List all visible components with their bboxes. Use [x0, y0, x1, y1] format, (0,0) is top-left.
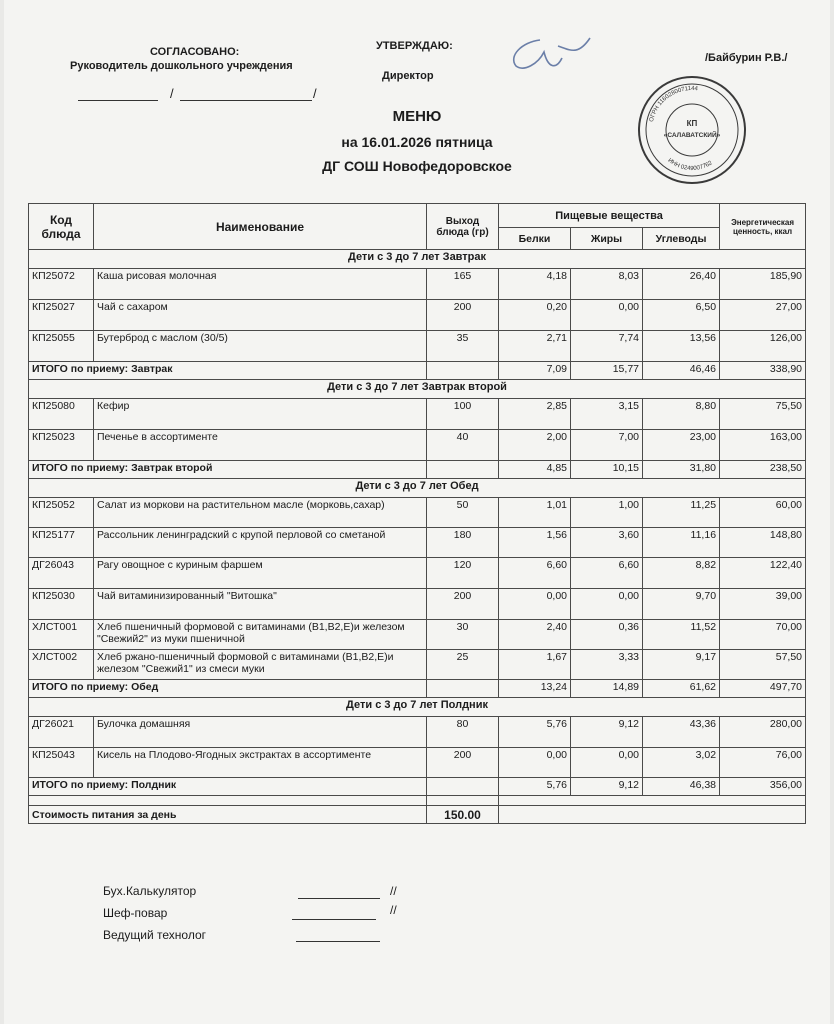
col-energy: Энергетическая ценность, ккал: [720, 204, 806, 250]
total-carbs: 61,62: [643, 680, 720, 698]
dish-name: Кефир: [94, 399, 427, 430]
total-carbs: 46,46: [643, 362, 720, 380]
dish-protein: 2,40: [499, 620, 571, 650]
signature-role: Ведущий технолог: [103, 928, 207, 942]
approve-label: УТВЕРЖДАЮ:: [376, 40, 453, 52]
dish-fat: 7,74: [571, 331, 643, 362]
signature-role: Бух.Калькулятор: [103, 884, 197, 898]
dish-yield: 120: [427, 558, 499, 589]
dish-carbs: 43,36: [643, 717, 720, 748]
total-label: ИТОГО по приему: Завтрак: [29, 362, 427, 380]
dish-row: [29, 620, 806, 650]
section-title: Дети с 3 до 7 лет Завтрак второй: [29, 380, 806, 399]
section-header-row: [29, 698, 806, 717]
section-title: Дети с 3 до 7 лет Обед: [29, 479, 806, 498]
dish-name: Чай с сахаром: [94, 300, 427, 331]
dish-name: Рассольник ленинградский с крупой перловой со сметаной: [94, 528, 427, 558]
dish-yield: 50: [427, 498, 499, 528]
dish-fat: 3,60: [571, 528, 643, 558]
dish-name: Печенье в ассортименте: [94, 430, 427, 461]
dish-row: [29, 717, 806, 748]
signature-role: Шеф-повар: [103, 906, 168, 920]
dish-yield: 30: [427, 620, 499, 650]
dish-row: [29, 269, 806, 300]
dish-row: [29, 528, 806, 558]
dish-carbs: 11,16: [643, 528, 720, 558]
dish-yield: 80: [427, 717, 499, 748]
dish-yield: 200: [427, 300, 499, 331]
director-name: /Байбурин Р.В./: [705, 52, 788, 64]
dish-name: Чай витаминизированный "Витошка": [94, 589, 427, 620]
director-label: Директор: [382, 70, 434, 82]
svg-text:ИНН 0249007762: ИНН 0249007762: [666, 157, 714, 173]
dish-protein: 2,00: [499, 430, 571, 461]
col-code: Код блюда: [29, 204, 94, 250]
col-fat: Жиры: [571, 228, 643, 250]
total-protein: 4,85: [499, 461, 571, 479]
dish-energy: 163,00: [720, 430, 806, 461]
dish-code: КП25030: [29, 589, 94, 620]
agreed-label: СОГЛАСОВАНО:: [150, 46, 240, 58]
dish-yield: 35: [427, 331, 499, 362]
dish-energy: 57,50: [720, 650, 806, 680]
dish-carbs: 11,25: [643, 498, 720, 528]
cost-label: Стоимость питания за день: [29, 806, 427, 824]
col-carbs: Углеводы: [643, 228, 720, 250]
dish-fat: 7,00: [571, 430, 643, 461]
menu-organization: ДГ СОШ Новофедоровское: [322, 158, 512, 174]
total-label: ИТОГО по приему: Полдник: [29, 778, 427, 796]
section-header-row: [29, 380, 806, 399]
spacer-row: [29, 796, 806, 806]
col-nutrients: Пищевые вещества: [499, 204, 720, 228]
dish-fat: 0,00: [571, 589, 643, 620]
dish-yield: 200: [427, 589, 499, 620]
signature-line: [292, 919, 376, 920]
dish-code: КП25055: [29, 331, 94, 362]
dish-name: Хлеб ржано-пшеничный формовой с витаминами (B1,B2,E)и железом "Свежий1" из смеси муки: [94, 650, 427, 680]
dish-code: КП25052: [29, 498, 94, 528]
total-energy: 497,70: [720, 680, 806, 698]
dish-energy: 27,00: [720, 300, 806, 331]
total-fat: 15,77: [571, 362, 643, 380]
dish-energy: 70,00: [720, 620, 806, 650]
dish-carbs: 9,17: [643, 650, 720, 680]
dish-carbs: 8,82: [643, 558, 720, 589]
dish-protein: 2,71: [499, 331, 571, 362]
total-carbs: 46,38: [643, 778, 720, 796]
director-signature: [500, 28, 600, 78]
dish-protein: 2,85: [499, 399, 571, 430]
dish-row: [29, 558, 806, 589]
dish-energy: 126,00: [720, 331, 806, 362]
dish-code: ДГ26043: [29, 558, 94, 589]
dish-row: [29, 430, 806, 461]
cost-row: [29, 806, 806, 824]
dish-carbs: 23,00: [643, 430, 720, 461]
cost-value: 150.00: [427, 806, 499, 824]
dish-energy: 122,40: [720, 558, 806, 589]
dish-carbs: 26,40: [643, 269, 720, 300]
total-protein: 5,76: [499, 778, 571, 796]
total-protein: 7,09: [499, 362, 571, 380]
dish-fat: 6,60: [571, 558, 643, 589]
agreed-slash: /: [170, 86, 174, 101]
section-total-row: [29, 461, 806, 479]
menu-title: МЕНЮ: [392, 108, 442, 125]
dish-fat: 0,00: [571, 748, 643, 778]
section-total-row: [29, 778, 806, 796]
total-fat: 10,15: [571, 461, 643, 479]
dish-carbs: 11,52: [643, 620, 720, 650]
agreed-role: Руководитель дошкольного учреждения: [70, 60, 293, 72]
dish-yield: 100: [427, 399, 499, 430]
signature-line: [298, 898, 380, 899]
total-energy: 238,50: [720, 461, 806, 479]
dish-carbs: 8,80: [643, 399, 720, 430]
col-yield: Выход блюда (гр): [427, 204, 499, 250]
svg-text:«САЛАВАТСКИЙ»: «САЛАВАТСКИЙ»: [663, 132, 721, 139]
dish-row: [29, 748, 806, 778]
section-total-row: [29, 680, 806, 698]
dish-code: ХЛСТ001: [29, 620, 94, 650]
dish-name: Булочка домашняя: [94, 717, 427, 748]
dish-yield: 180: [427, 528, 499, 558]
agreed-end-slash: /: [313, 86, 317, 101]
dish-fat: 8,03: [571, 269, 643, 300]
dish-protein: 0,00: [499, 589, 571, 620]
total-energy: 356,00: [720, 778, 806, 796]
total-fat: 9,12: [571, 778, 643, 796]
section-header-row: [29, 250, 806, 269]
dish-protein: 4,18: [499, 269, 571, 300]
total-fat: 14,89: [571, 680, 643, 698]
dish-energy: 60,00: [720, 498, 806, 528]
dish-yield: 25: [427, 650, 499, 680]
dish-code: КП25072: [29, 269, 94, 300]
dish-code: КП25023: [29, 430, 94, 461]
dish-code: ХЛСТ002: [29, 650, 94, 680]
dish-row: [29, 650, 806, 680]
menu-date: на 16.01.2026 пятница: [341, 134, 493, 150]
dish-row: [29, 300, 806, 331]
total-label: ИТОГО по приему: Завтрак второй: [29, 461, 427, 479]
dish-yield: 200: [427, 748, 499, 778]
section-title: Дети с 3 до 7 лет Полдник: [29, 698, 806, 717]
dish-yield: 165: [427, 269, 499, 300]
dish-protein: 0,20: [499, 300, 571, 331]
signature-mark: //: [390, 903, 397, 917]
dish-energy: 76,00: [720, 748, 806, 778]
signature-line: [296, 941, 380, 942]
dish-code: КП25177: [29, 528, 94, 558]
dish-fat: 3,15: [571, 399, 643, 430]
dish-row: [29, 589, 806, 620]
signature-mark: //: [390, 884, 397, 898]
section-title: Дети с 3 до 7 лет Завтрак: [29, 250, 806, 269]
dish-name: Кисель на Плодово-Ягодных экстрактах в ассортименте: [94, 748, 427, 778]
dish-name: Каша рисовая молочная: [94, 269, 427, 300]
dish-fat: 3,33: [571, 650, 643, 680]
dish-fat: 0,00: [571, 300, 643, 331]
dish-name: Бутерброд с маслом (30/5): [94, 331, 427, 362]
dish-energy: 185,90: [720, 269, 806, 300]
dish-row: [29, 498, 806, 528]
dish-name: Хлеб пшеничный формовой с витаминами (B1,B2,E)и железом "Свежий2" из муки пшеничной: [94, 620, 427, 650]
total-protein: 13,24: [499, 680, 571, 698]
total-carbs: 31,80: [643, 461, 720, 479]
col-name: Наименование: [94, 204, 427, 250]
menu-table: [28, 203, 806, 824]
dish-carbs: 3,02: [643, 748, 720, 778]
dish-code: КП25027: [29, 300, 94, 331]
dish-carbs: 6,50: [643, 300, 720, 331]
dish-fat: 0,36: [571, 620, 643, 650]
svg-text:КП: КП: [686, 119, 698, 128]
dish-name: Салат из моркови на растительном масле (морковь,сахар): [94, 498, 427, 528]
dish-energy: 148,80: [720, 528, 806, 558]
dish-protein: 5,76: [499, 717, 571, 748]
section-total-row: [29, 362, 806, 380]
dish-energy: 280,00: [720, 717, 806, 748]
dish-code: КП25043: [29, 748, 94, 778]
dish-row: [29, 399, 806, 430]
dish-name: Рагу овощное с куриным фаршем: [94, 558, 427, 589]
dish-protein: 1,01: [499, 498, 571, 528]
dish-energy: 39,00: [720, 589, 806, 620]
svg-text:ОГРН 1160280071144: ОГРН 1160280071144: [648, 85, 699, 123]
dish-fat: 9,12: [571, 717, 643, 748]
col-protein: Белки: [499, 228, 571, 250]
dish-protein: 1,67: [499, 650, 571, 680]
dish-fat: 1,00: [571, 498, 643, 528]
dish-protein: 1,56: [499, 528, 571, 558]
dish-protein: 6,60: [499, 558, 571, 589]
dish-yield: 40: [427, 430, 499, 461]
dish-carbs: 13,56: [643, 331, 720, 362]
dish-row: [29, 331, 806, 362]
total-label: ИТОГО по приему: Обед: [29, 680, 427, 698]
dish-code: КП25080: [29, 399, 94, 430]
dish-protein: 0,00: [499, 748, 571, 778]
agreed-signature-line: [78, 100, 158, 101]
section-header-row: [29, 479, 806, 498]
total-energy: 338,90: [720, 362, 806, 380]
dish-code: ДГ26021: [29, 717, 94, 748]
dish-energy: 75,50: [720, 399, 806, 430]
agreed-name-line: [180, 100, 312, 101]
dish-carbs: 9,70: [643, 589, 720, 620]
